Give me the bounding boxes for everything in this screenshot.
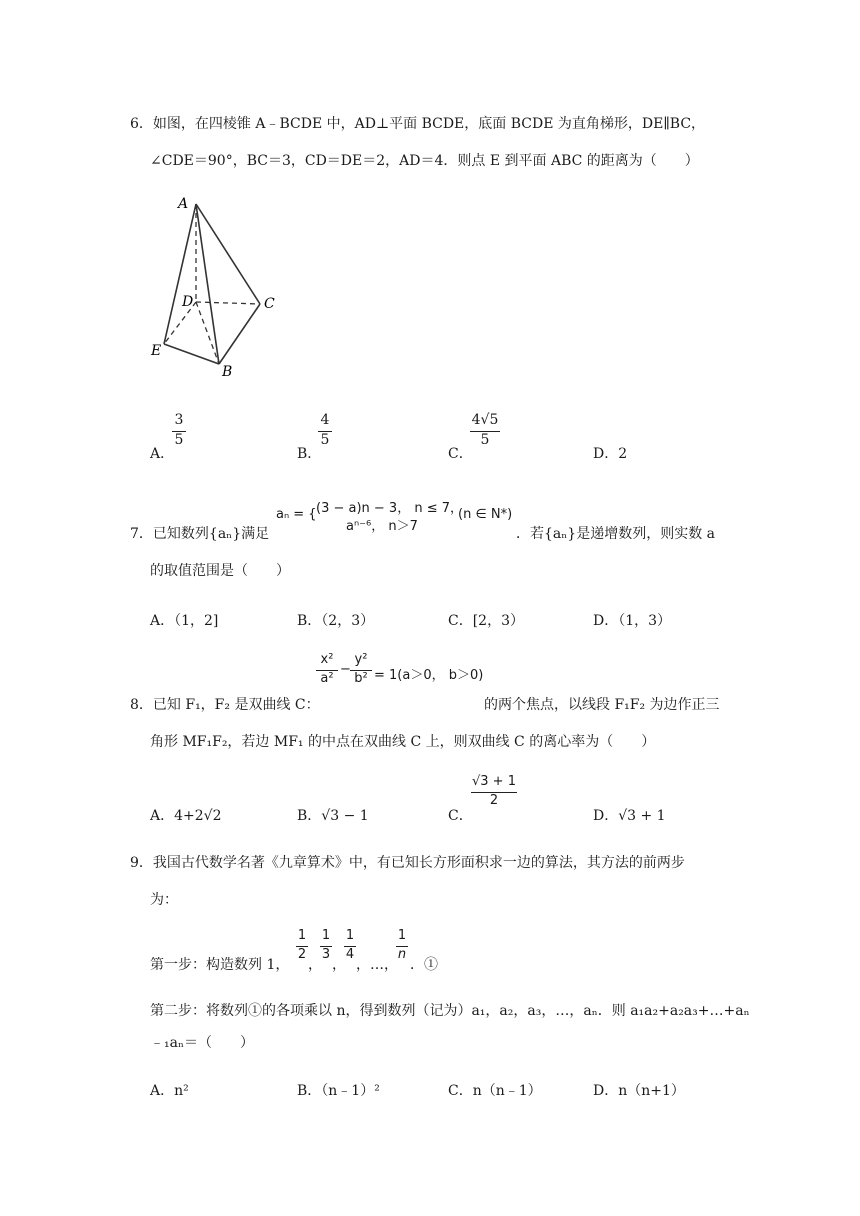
q7-option-b: B．（2，3） [297, 613, 375, 629]
q6-option-d [593, 443, 627, 463]
q9-step1-f1-num: 1 [297, 928, 307, 943]
q7-formula-case2: aⁿ⁻⁶， n＞7 [346, 519, 418, 534]
q7-text-pre: 7．已知数列{aₙ}满足 [130, 526, 270, 542]
q8-option-d: D．√3 + 1 [593, 808, 666, 824]
q9-line1: 9．我国古代数学名著《九章算术》中，有已知长方形面积求一边的算法，其方法的前两步 [130, 855, 685, 871]
q6-option-c-denominator: 5 [470, 431, 500, 448]
q8-formula-y-fraction [350, 652, 372, 686]
q7-option-d: D．（1，3） [593, 613, 672, 629]
q8-text-pre: 8．已知 F₁，F₂ 是双曲线 C： [130, 697, 320, 713]
q8-formula-b2: b² [350, 670, 372, 686]
q8-formula-x2: x² [320, 652, 334, 667]
q6-option-b-label: B． [297, 446, 322, 462]
q8-option-b: B．√3 − 1 [297, 808, 369, 824]
q6-option-c-label: C． [448, 446, 473, 462]
q7-formula-lhs: aₙ = { [276, 507, 317, 522]
q8-text-post: 的两个焦点，以线段 F₁F₂ 为边作正三 [484, 697, 720, 713]
q8-formula-x-fraction [316, 652, 338, 686]
q9-step1-f1-den: 2 [297, 947, 307, 962]
q6-option-a-denominator: 5 [172, 431, 186, 448]
q9-option-a: A．n² [150, 1083, 189, 1099]
q7-formula-case1: (3 − a)n − 3， n ≤ 7， [316, 501, 464, 516]
q9-step2-line2: ﹣₁aₙ＝（ ） [150, 1035, 255, 1051]
q8-line2: 角形 MF₁F₂，若边 MF₁ 的中点在双曲线 C 上，则双曲线 C 的离心率为（ ） [150, 734, 656, 750]
q9-line2: 为： [150, 892, 178, 908]
q8-formula-a2: a² [316, 670, 338, 686]
q8-formula-rest: = 1(a＞0， b＞0) [374, 668, 484, 683]
label-C: C [264, 296, 275, 312]
q8-option-c-label: C． [448, 808, 473, 824]
q9-step1-fn-den: n [397, 947, 407, 962]
q9-option-b: B．（n﹣1）² [297, 1083, 380, 1099]
q7-option-c: C．[2，3） [448, 613, 524, 629]
q6-option-b-denominator: 5 [318, 431, 332, 448]
q9-option-d: D．n（n+1） [593, 1083, 685, 1099]
q9-step1-fraction-n [396, 928, 408, 962]
q8-option-c-numerator: √3 + 1 [472, 774, 516, 789]
q8-formula-y2: y² [354, 652, 368, 667]
label-B: B [222, 364, 233, 380]
q9-step1-fraction-3 [344, 928, 356, 962]
q6-option-a-numerator: 3 [174, 412, 184, 428]
q9-step1-comma-1: ， [308, 957, 322, 973]
q6-option-b-fraction [318, 412, 332, 448]
q9-step1-fraction-2 [320, 928, 332, 962]
q9-step1-f3-num: 1 [345, 928, 355, 943]
q6-option-d-label: D． [593, 446, 619, 462]
q8-option-c-denominator: 2 [471, 792, 517, 808]
q9-step1-fn-num: 1 [397, 928, 407, 943]
q9-step1-f2-num: 1 [321, 928, 331, 943]
q9-step2-line1: 第二步：将数列①的各项乘以 n，得到数列（记为）a₁，a₂，a₃，…，aₙ．则 a₁a₂+a₂a₃+…+aₙ [150, 1003, 750, 1019]
q6-option-a-label: A． [150, 446, 175, 462]
q9-step1-f2-den: 3 [321, 947, 331, 962]
q8-option-c-fraction [471, 774, 517, 808]
q9-step1-pre: 第一步：构造数列 1， [150, 957, 290, 973]
q8-option-a: A．4+2√2 [150, 808, 222, 824]
label-E: E [151, 343, 162, 359]
q9-step1-comma-2: ， [332, 957, 346, 973]
label-D: D [182, 294, 194, 310]
q7-text-post: ．若{aₙ}是递增数列，则实数 a [516, 526, 716, 542]
label-A: A [178, 196, 189, 212]
q8-formula-minus: − [340, 662, 351, 677]
q6-line1: 6．如图，在四棱锥 A﹣BCDE 中，AD⊥平面 BCDE，底面 BCDE 为直角梯形，DE∥BC， [130, 116, 706, 132]
q7-formula-domain: (n ∈ N*) [458, 507, 513, 522]
q6-option-c-numerator: 4√5 [471, 412, 499, 428]
q9-step1-post: ．① [410, 957, 438, 973]
q9-option-c: C．n（n﹣1） [448, 1083, 542, 1099]
q9-step1-dots: ，…， [356, 957, 398, 973]
q6-option-d-value: 2 [618, 446, 628, 462]
q7-line2: 的取值范围是（ ） [150, 563, 290, 579]
q6-option-a-fraction [172, 412, 186, 448]
q6-line2: ∠CDE＝90°，BC＝3，CD＝DE＝2，AD＝4．则点 E 到平面 ABC 的距离为（ ） [150, 153, 699, 169]
q6-option-b-numerator: 4 [320, 412, 330, 428]
q6-option-c-fraction [470, 412, 500, 448]
q9-step1-fraction-1 [296, 928, 308, 962]
q9-step1-f3-den: 4 [345, 947, 355, 962]
q7-option-a: A．（1，2] [150, 613, 219, 629]
pyramid-figure [145, 192, 305, 382]
